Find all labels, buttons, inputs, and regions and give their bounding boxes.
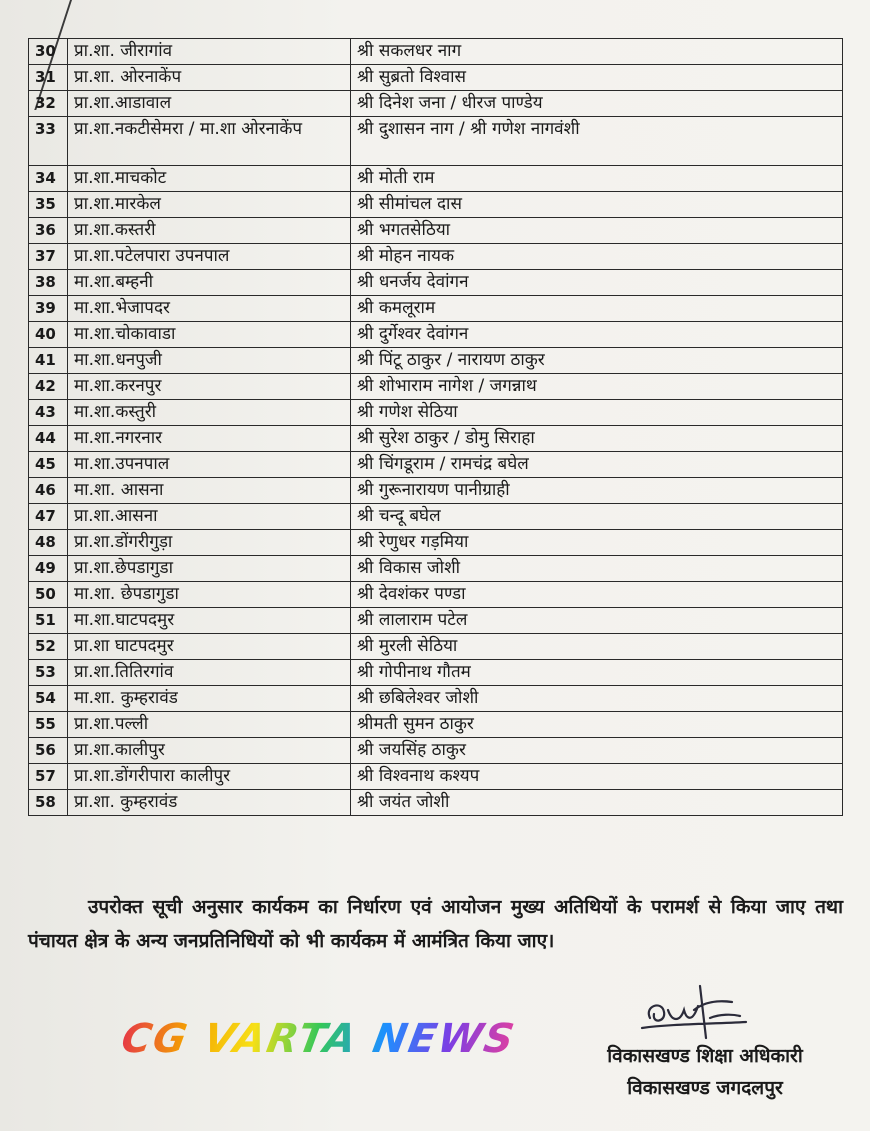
- school-name: प्रा.शा घाटपदमुर: [68, 634, 351, 660]
- school-name: प्रा.शा.डोंगरीगुड़ा: [68, 530, 351, 556]
- guest-name: श्री चन्दू बघेल: [351, 504, 843, 530]
- table-row: [29, 374, 843, 400]
- table-row: [29, 244, 843, 270]
- table-row: [29, 686, 843, 712]
- guest-name: श्री दुर्गेश्वर देवांगन: [351, 322, 843, 348]
- row-number: 45: [29, 452, 68, 478]
- row-number: 39: [29, 296, 68, 322]
- table-row: [29, 582, 843, 608]
- school-name: मा.शा.धनपुजी: [68, 348, 351, 374]
- guest-name: श्री विश्वनाथ कश्यप: [351, 764, 843, 790]
- table-row: [29, 117, 843, 166]
- school-name: प्रा.शा.नकटीसेमरा / मा.शा ओरनाकेंप: [68, 117, 351, 166]
- row-number: 50: [29, 582, 68, 608]
- school-name: प्रा.शा.कालीपुर: [68, 738, 351, 764]
- school-name: प्रा.शा. जीरागांव: [68, 39, 351, 65]
- table-row: [29, 504, 843, 530]
- row-number: 57: [29, 764, 68, 790]
- guest-name: श्री गोपीनाथ गौतम: [351, 660, 843, 686]
- guest-name: श्री पिंटू ठाकुर / नारायण ठाकुर: [351, 348, 843, 374]
- guest-name: श्री धनर्जय देवांगन: [351, 270, 843, 296]
- guest-name: श्रीमती सुमन ठाकुर: [351, 712, 843, 738]
- guest-name: श्री मोती राम: [351, 166, 843, 192]
- school-name: मा.शा.कस्तुरी: [68, 400, 351, 426]
- row-number: 37: [29, 244, 68, 270]
- row-number: 44: [29, 426, 68, 452]
- school-name: मा.शा.चोकावाडा: [68, 322, 351, 348]
- table-row: [29, 270, 843, 296]
- table-row: [29, 712, 843, 738]
- instruction-paragraph: उपरोक्त सूची अनुसार कार्यकम का निर्धारण एवं आयोजन मुख्य अतिथियों के परामर्श से किया जाए तथा पंचायत क्षेत्र के अन्य जनप्रतिनिधियों को भी कार्यकम में आमंत्रित किया जाए।: [28, 896, 843, 952]
- guest-name: श्री दिनेश जना / धीरज पाण्डेय: [351, 91, 843, 117]
- table-row: [29, 530, 843, 556]
- row-number: 51: [29, 608, 68, 634]
- school-name: मा.शा.बम्हनी: [68, 270, 351, 296]
- table-row: [29, 556, 843, 582]
- guest-name: श्री विकास जोशी: [351, 556, 843, 582]
- row-number: 33: [29, 117, 68, 166]
- row-number: 34: [29, 166, 68, 192]
- table-row: [29, 322, 843, 348]
- school-name: प्रा.शा.पल्ली: [68, 712, 351, 738]
- row-number: 43: [29, 400, 68, 426]
- table-row: [29, 452, 843, 478]
- row-number: 47: [29, 504, 68, 530]
- guest-name: श्री छबिलेश्वर जोशी: [351, 686, 843, 712]
- row-number: 46: [29, 478, 68, 504]
- table-row: [29, 65, 843, 91]
- table-row: [29, 296, 843, 322]
- table-row: [29, 218, 843, 244]
- school-name: मा.शा.घाटपदमुर: [68, 608, 351, 634]
- table-row: [29, 400, 843, 426]
- guest-name: श्री सुरेश ठाकुर / डोमु सिराहा: [351, 426, 843, 452]
- school-name: मा.शा.नगरनार: [68, 426, 351, 452]
- table-row: [29, 660, 843, 686]
- school-name: मा.शा. आसना: [68, 478, 351, 504]
- row-number: 41: [29, 348, 68, 374]
- guest-name: श्री दुशासन नाग / श्री गणेश नागवंशी: [351, 117, 843, 166]
- watermark-logo: CG VARTA NEWS: [117, 1016, 520, 1062]
- guest-name: श्री रेणुधर गड़मिया: [351, 530, 843, 556]
- school-name: प्रा.शा.आडावाल: [68, 91, 351, 117]
- school-name: मा.शा. छेपडागुडा: [68, 582, 351, 608]
- guest-name: श्री गणेश सेठिया: [351, 400, 843, 426]
- guest-name: श्री मोहन नायक: [351, 244, 843, 270]
- school-name: प्रा.शा.पटेलपारा उपनपाल: [68, 244, 351, 270]
- guest-name: श्री सकलधर नाग: [351, 39, 843, 65]
- school-name: प्रा.शा.छेपडागुडा: [68, 556, 351, 582]
- row-number: 52: [29, 634, 68, 660]
- row-number: 38: [29, 270, 68, 296]
- school-name: प्रा.शा.कस्तरी: [68, 218, 351, 244]
- row-number: 32: [29, 91, 68, 117]
- school-guest-table: [28, 38, 843, 816]
- school-name: मा.शा.करनपुर: [68, 374, 351, 400]
- row-number: 40: [29, 322, 68, 348]
- table-row: [29, 764, 843, 790]
- table-row: [29, 192, 843, 218]
- guest-name: श्री मुरली सेठिया: [351, 634, 843, 660]
- signatory-block: [570, 1040, 840, 1104]
- table-row: [29, 738, 843, 764]
- school-name: मा.शा.उपनपाल: [68, 452, 351, 478]
- signatory-designation: विकासखण्ड शिक्षा अधिकारी: [607, 1045, 803, 1067]
- school-name: मा.शा.भेजापदर: [68, 296, 351, 322]
- school-name: प्रा.शा.डोंगरीपारा कालीपुर: [68, 764, 351, 790]
- row-number: 49: [29, 556, 68, 582]
- guest-name: श्री जयसिंह ठाकुर: [351, 738, 843, 764]
- signature-mark: [640, 966, 750, 1046]
- school-name: प्रा.शा.तितिरगांव: [68, 660, 351, 686]
- guest-name: श्री कमलूराम: [351, 296, 843, 322]
- row-number: 58: [29, 790, 68, 816]
- table-row: [29, 634, 843, 660]
- row-number: 30: [29, 39, 68, 65]
- row-number: 56: [29, 738, 68, 764]
- guest-name: श्री देवशंकर पण्डा: [351, 582, 843, 608]
- school-name: प्रा.शा.आसना: [68, 504, 351, 530]
- guest-name: श्री शोभाराम नागेश / जगन्नाथ: [351, 374, 843, 400]
- table-row: [29, 348, 843, 374]
- row-number: 36: [29, 218, 68, 244]
- school-name: प्रा.शा.मारकेल: [68, 192, 351, 218]
- guest-name: श्री भगतसेठिया: [351, 218, 843, 244]
- school-name: मा.शा. कुम्हरावंड: [68, 686, 351, 712]
- row-number: 42: [29, 374, 68, 400]
- table-row: [29, 478, 843, 504]
- guest-name: श्री लालाराम पटेल: [351, 608, 843, 634]
- table-row: [29, 39, 843, 65]
- school-name: प्रा.शा.माचकोट: [68, 166, 351, 192]
- signatory-office: विकासखण्ड जगदलपुर: [627, 1077, 783, 1099]
- row-number: 55: [29, 712, 68, 738]
- guest-name: श्री सुब्रतो विश्वास: [351, 65, 843, 91]
- table-row: [29, 790, 843, 816]
- table-row: [29, 166, 843, 192]
- guest-name: श्री चिंगडूराम / रामचंद्र बघेल: [351, 452, 843, 478]
- school-name: प्रा.शा. कुम्हरावंड: [68, 790, 351, 816]
- table-row: [29, 91, 843, 117]
- guest-name: श्री गुरूनारायण पानीग्राही: [351, 478, 843, 504]
- row-number: 48: [29, 530, 68, 556]
- row-number: 53: [29, 660, 68, 686]
- row-number: 54: [29, 686, 68, 712]
- table-row: [29, 426, 843, 452]
- guest-name: श्री सीमांचल दास: [351, 192, 843, 218]
- school-name: प्रा.शा. ओरनाकेंप: [68, 65, 351, 91]
- row-number: 35: [29, 192, 68, 218]
- table-row: [29, 608, 843, 634]
- guest-name: श्री जयंत जोशी: [351, 790, 843, 816]
- row-number: 31: [29, 65, 68, 91]
